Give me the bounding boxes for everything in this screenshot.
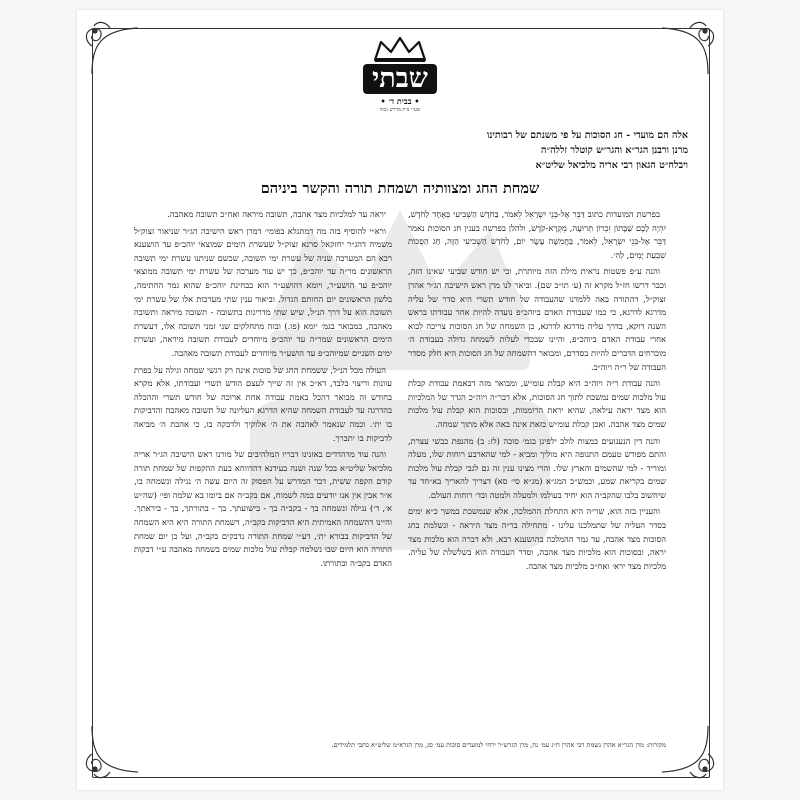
corner-flourish-icon bbox=[660, 724, 720, 784]
logo-tagline: שע״י בית מדרש גבוה bbox=[379, 107, 421, 113]
sources-footnote: מקורות: מרן הגר״א אהרן נשמת רבי אהרן ח״ג עמ׳ נח, מרן הגרש״ר ירחי למועדים סוכות עמ׳ סג, מרן הגרא״מ שליט״א כתבי תלמידים. bbox=[331, 741, 666, 749]
corner-flourish-icon bbox=[660, 16, 720, 76]
paragraph: והעניין בזה הוא, שר״ה היא התחלת ההמלכה, אלא שנמשכת במשך כ״א ימים בסדר העליה של שתמלכנו עלינו - מתחילה בר״ה מצד היראה - ונשלמת בחג הסוכות מצד אהבה, עד גמר ההמלכה בהושענא רבא. ולא דברה הוא מלכות מצד יראה, ובסוכות הוא מלכיות מצד אהבה, וסדר העבודה הוא בשלשלת של עליה. מלכיות מצד ירא׳ ואח״כ מלכיות מצד אהבה. bbox=[408, 506, 666, 571]
paragraph: והנה עבודת ר״ה ויוה״כ היא קבלת עומ״ש, ומבואר מזה דבאמת עבודת קבלת עול מלכות שמים נמשכת לתוך חג הסוכות, אלא דבר״ה ויוה״כ הגדר של המלכיות הוא מצד יראה עילאה, שהיא יראת הרוממות, ובסוכות הוא קבלת עול מלכות שמים מצד אהבה. ואכן קבלת עומ״ש כזאת אינה באה אלא מתוך שמחה. bbox=[408, 378, 666, 429]
logo-wordmark: שבתי bbox=[363, 64, 437, 94]
intro-line: ויבלח״ט הגאון רבי אריה מלכיאל שליט״א bbox=[535, 160, 688, 171]
intro-block bbox=[128, 128, 688, 173]
paragraph: והנה עוד מדהדדים באזנינו דבריו המלהיבים של מורנו ראש הישיבה הג״ר אריה מלכיאל שליט״א בכל שנה ושנה בעידנא דהדווחא בעת ההקפות של שמחת תורה קודם הקפה ששית, דבר המדרש על הפסוק זה היום עשה ה׳ נגילה ונשמחה בו, א״ר אבין אין אנו יודעים במה לשמוח, אם בקב״ה אם ביומו בא שלמה ופי׳ (שה״ש א׳, ד׳) נגילה ונשמחה בך - בקב״ה בך - בישועתך. בך - בתורתך, בך - ביראתך. והיינו דהשמחה האמיתית היא הדביקות בקב״ה, דשמחת התורה היא היא השמחה של הדביקות בבורא ית׳, דע״י שמחת התורה נדבקים בקב״ה, ועל כן יום שמחת התורה הוא היום שבו נשלמה קבלת עול מלכות שמים בשמחה מאהבה ע״י דבקות האדם בקב״ה ובתורתו. bbox=[134, 449, 392, 568]
article-headline: שמחת החג ומצוותיה ושמחת תורה והקשר ביניהם bbox=[260, 180, 540, 197]
paragraph: ורא״י להוסיף בזה מה דמתגלא בפומי׳ דמרן ראש הישיבה הג״ר שניאור זצוק״ל משמיה דהג״ר יחזקאל סרנא זצוק״ל שעשרת הימים שמוצאי יוהכ״פ עד הושענא רבא הם המערכה שניה של עשרת ימי תשובה, שכשם שניתנו עשרת ימי תשובה הראשונים מר״ה עד יוהכ״פ, כך יש עוד מערכה של עשרת ימי תשובה ממוצאי יוהכ״פ עד הושע״ר, ויומא דהושע״ר הוא בבחינת יוהכ״פ שהוא גמר החתימה, בלשון הראשונים יום החותם הגדול. וביאור ענין שתי מערכות אלו של עשרת ימי תשובה הוא על דרך הנ״ל, שיש שתי מדריגות בתשובה - תשובה מיראה ותשובה מאהבה, כמבואר בגמ׳ יומא (פו.) ובזה מתחלקים שני זמני תשובה אלו, דעשרת הימים הראשונים שמר״ה עד יוהכ״פ מיוחדים לעבודת תשובה מיראה, ועשרת ימים השניים שמיוהכ״פ עד הושע״ר מיוחדים לעבודת תשובה מאהבה. bbox=[134, 225, 392, 358]
paragraph: בפרשת המועדות כתוב דַּבֵּר אֶל-בְּנֵי יִשְׂרָאֵל לֵאמֹר, בַּחֹדֶשׁ הַשְּׁבִיעִי בְּאֶחָד לַחֹדֶשׁ, יִהְיֶה לָכֶם שַׁבָּתוֹן זִכְרוֹן תְּרוּעָה, מִקְרָא-קֹדֶשׁ, ולהלן בפרשה בענין חג הסוכות נאמר דַּבֵּר אֶל-בְּנֵי יִשְׂרָאֵל, לֵאמֹר, בַּחֲמִשָּׁה עָשָׂר יוֹם, לַחֹדֶשׁ הַשְּׁבִיעִי הַזֶּה, חַג הַסֻּכּוֹת שִׁבְעַת יָמִים, לַה׳. bbox=[408, 209, 666, 260]
corner-flourish-icon bbox=[80, 724, 140, 784]
column-right bbox=[408, 208, 666, 740]
publisher-logo bbox=[362, 36, 438, 113]
intro-line: אלה הם מועדי - חג הסוכות על פי משנתם של רבותינו bbox=[486, 130, 688, 141]
paragraph: העולה מכל הנ״ל, ששמחת החג של סוכות אינה רק רגשי שמחה וגילה על כפרת עוונות וריצוי בלבד, דא״כ אין זה שייך לעצם הודש תשרי ועבודתו, אלא מקרא בחודש זה מבואר דהכל באמת עבודה אחת ארוכה של חודש תשרי וההכלה בהדרגה עד לעבודת השמחה שהיא הדרגא העליונה של תשובה מאהבה והדביקות בו ית׳. וכמה שנאמר לאהבה את ה׳ אלוקיך ולדבקה בו, כי אהבת ה׳ מביאה לדביקות בו יתברך. bbox=[134, 364, 392, 443]
column-left bbox=[134, 208, 392, 740]
article-body bbox=[134, 208, 666, 740]
crown-icon bbox=[371, 36, 429, 62]
corner-flourish-icon bbox=[80, 16, 140, 76]
intro-line: מרנן ורבנן הגר״א והגר״ש קוטלר זללה״ה bbox=[541, 145, 688, 156]
logo-subtitle: • בבית ד׳ • bbox=[380, 96, 420, 106]
paragraph: יראה עד למלכיות מצד אהבה, תשובה מיראה ואח״כ תשובה מאהבה. bbox=[167, 209, 386, 219]
paragraph: והנה ע״פ פשטות נראית מילת הזה מיותרת, וכי יש חודש שביעי שאינו הזה, וכבר דרשו חז״ל מקרא זה (ע׳ תו״כ שם). וביאר לנו מרן ראש הישיבה הג״ר אהרן זצוק״ל, דהתורה באה ללמדנו שהעבודה של חודש תשרי היא סדר של עליה מדרגא לדרגא, כי כמו שעבודת האדם ביוהכ״פ נועדה להיות אחר עבודתו בראש השנה דוקא, בדרך עליה מדרגא לדרגא, כן השמחה של חג הסוכות צריכה לבוא אחרי עבודת האדם ביוהכ״פ, והיינו שבכדי לעלות לשמחה גדולה בעבודת ה׳ מוכרחים הדברים להיות בסדרם, ומבואר דהשמחה של חג הסוכות היא חלק מסדר העבודה של ר״ה ויוה״כ. bbox=[408, 266, 666, 372]
paragraph: והנה דין הנענועים במצות לולב ילפינן בגמ׳ סוכה (לז: ב) מהנפת כבשי עצרת, והתם מפורש טעמם התנופה היא מוליך ומביא - למי שהארבע רוחות שלו, מעלה ומוריד - למי שהשמים והארץ שלו. והרי מצינו ענין זה גם לגבי קבלת עול מלכות שמים בקריאת שמע, וכמש״כ המג״א (מג״א סי׳ סא) דצריך להאריך בא״חד עד שיחשוב בלבו שהקב״ה הוא יחיד בעולמו ולמעלה ולמטה ובד׳ רוחות העולם. bbox=[408, 435, 666, 500]
